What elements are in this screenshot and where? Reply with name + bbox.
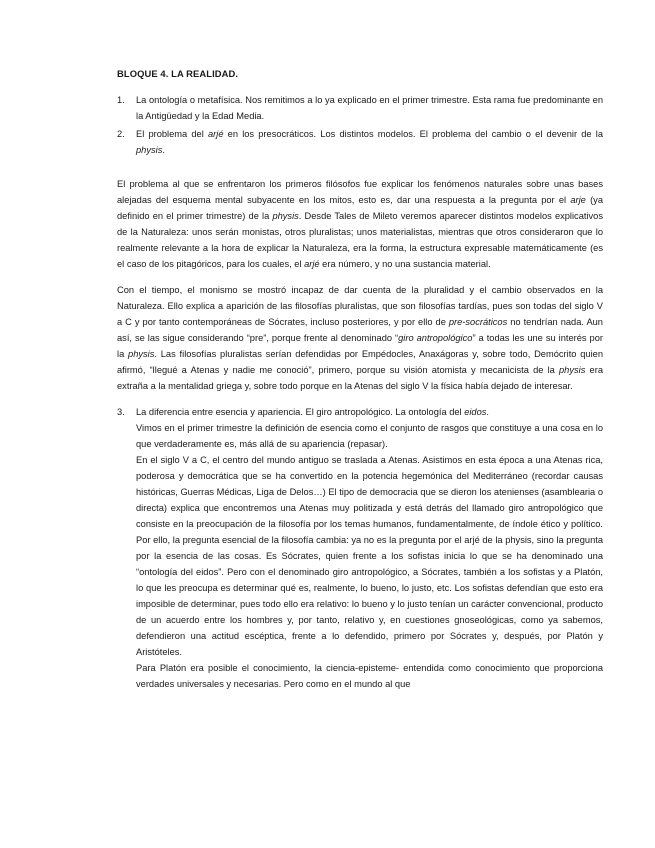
item-paragraph: Para Platón era posible el conocimiento, la ciencia-episteme- entendida como conocimiento que proporciona verdades universales y necesarias. Pero como en el mundo al que xyxy=(136,663,603,689)
list-number: 3. xyxy=(117,407,125,417)
item-paragraph: En el siglo V a C, el centro del mundo antiguo se traslada a Atenas. Asistimos en esta época a una Atenas rica, poderosa y democrática que se ha convertido en la potencia hegemónica del Mediterráneo (recordar causas históricas, Guerras Médicas, Liga de Delos…) El tipo de democracia que se dieron los atenienses (asamblearia o directa) explica que encontremos una Atenas muy politizada y está detrás del llamado giro antropológico que consiste en la preocupación de la filosofía por los temas humanos, fundamentalmente, de índole ético y político. Por ello, la pregunta esencial de la filosofía cambia: ya no es la pregunta por el arjé de la physis, sino la pregunta por la esencia de las cosas. Es Sócrates, quien frente a los sofistas inicia lo que se ha denominado una “ontología del eidos”. Pero con el denominado giro antropológico, a Sócrates, también a los sofistas y a Platón, lo que les preocupa es determinar qué es, realmente, lo bueno, lo justo, etc. Los sofistas defendían que esto era imposible de determinar, pues todo ello era relativo: lo bueno y lo justo tenían un carácter convencional, producto de un acuerdo entre los hombres y, por tanto, relativo y, en cuestiones gnoseológicas, como ya sabemos, defendieron una actitud escéptica, frente a lo defendido, primero por Sócrates y, después, por Platón y Aristóteles. xyxy=(136,455,603,657)
section-heading: BLOQUE 4. LA REALIDAD. xyxy=(117,68,239,79)
item-title: La diferencia entre esencia y apariencia. El giro antropológico. La ontología del eidos. xyxy=(136,407,490,417)
paragraph-pluralism: Con el tiempo, el monismo se mostró incapaz de dar cuenta de la pluralidad y el cambio observados en la Naturaleza. Ello explica a aparición de las filosofías pluralistas, que son filosofías tardías, pues son todas del siglo V a C y por tanto contemporáneas de Sócrates, incluso posteriores, y por ello de pre-socráticos no tendrían nada. Aun así, se las sigue considerando “pre”, porque frente al denominado “giro antropológico” a todas les une su interés por la physis. Las filosofías pluralistas serían defendidas por Empédocles, Anaxágoras y, sobre todo, Demócrito quien afirmó, “llegué a Atenas y nadie me conoció”, primero, porque su visión atomista y mecanicista de la physis era extraña a la mentalidad griega y, sobre todo porque en la Atenas del siglo V la física había dejado de interesar. xyxy=(117,285,603,391)
list-number: 1. xyxy=(117,95,125,105)
list-item: 2. El problema del arjé en los presocráticos. Los distintos modelos. El problema del cambio o el devenir de la physis. xyxy=(117,126,603,158)
paragraph-arje: El problema al que se enfrentaron los primeros filósofos fue explicar los fenómenos naturales sobre unas bases alejadas del esquema mental subyacente en los mitos, esto es, dar una respuesta a la pregunta por el arje (ya definido en el primer trimestre) de la physis. Desde Tales de Mileto veremos aparecer distintos modelos explicativos de la Naturaleza: unos serán monistas, otros pluralistas; unos materialistas, mientras que otros consideraron que lo realmente relevante a la hora de explicar la Naturaleza, era la forma, la estructura expresable matemáticamente (es el caso de los pitagóricos, para los cuales, el arjé era número, y no una sustancia material. xyxy=(117,179,603,269)
topic-list xyxy=(117,92,603,158)
list-text: La ontología o metafísica. Nos remitimos a lo ya explicado en el primer trimestre. Esta rama fue predominante en la Antigüedad y la Edad Media. xyxy=(136,95,603,121)
item-paragraph: Vimos en el primer trimestre la definición de esencia como el conjunto de rasgos que constituye a una cosa en lo que verdaderamente es, más allá de su apariencia (repasar). xyxy=(136,423,603,449)
list-number: 2. xyxy=(117,129,125,139)
list-item-3 xyxy=(117,404,603,692)
list-item xyxy=(117,92,603,124)
